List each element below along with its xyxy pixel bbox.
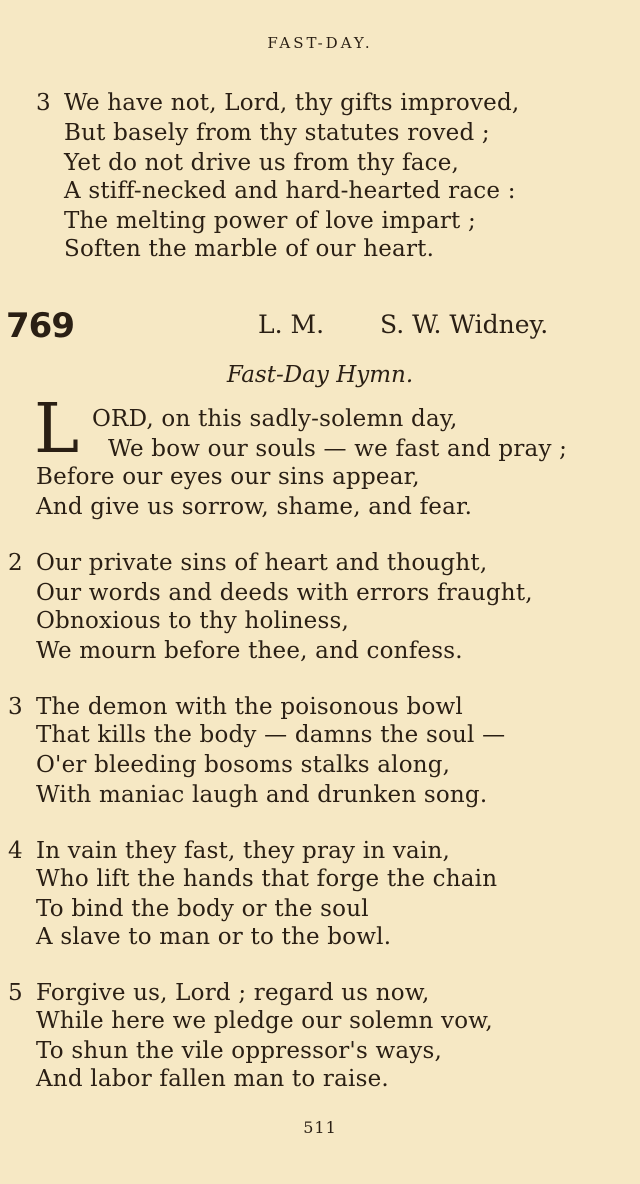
verse-line: While here we pledge our solemn vow, [36,1008,493,1034]
hymn-meter: L. M. [258,310,325,339]
verse-line: Our private sins of heart and thought, [36,550,488,576]
verse-line: With maniac laugh and drunken song. [36,782,488,808]
hymn-author: S. W. Widney. [380,310,549,339]
verse-line: We mourn before thee, and confess. [36,638,463,664]
verse-line: A stiff-necked and hard-hearted race : [64,178,516,204]
verse-line: Before our eyes our sins appear, [36,464,420,490]
verse-line: A slave to man or to the bowl. [36,924,392,950]
verse-line: O'er bleeding bosoms stalks along, [36,752,451,778]
verse-line: Who lift the hands that forge the chain [36,866,498,892]
hymn-title: Fast-Day Hymn. [226,362,414,388]
verse-line: The melting power of love impart ; [64,208,476,234]
verse-line: Forgive us, Lord ; regard us now, [36,980,430,1006]
stanza-number: 3 [8,694,23,720]
verse-line: Yet do not drive us from thy face, [64,150,460,176]
stanza-number: 5 [8,980,23,1006]
verse-line: That kills the body — damns the soul — [36,722,506,748]
verse-line: To shun the vile oppressor's ways, [36,1038,442,1064]
verse-line: The demon with the poisonous bowl [36,694,463,720]
verse-line: But basely from thy statutes roved ; [64,120,490,146]
verse-line: And give us sorrow, shame, and fear. [36,494,473,520]
running-head: FAST-DAY. [267,34,373,52]
stanza-number: 3 [36,90,51,116]
verse-line: And labor fallen man to raise. [36,1066,389,1092]
hymn-number: 769 [6,306,74,346]
page-number: 511 [303,1118,337,1137]
verse-line: Soften the marble of our heart. [64,236,435,262]
verse-line: In vain they fast, they pray in vain, [36,838,451,864]
verse-line: Obnoxious to thy holiness, [36,608,350,634]
verse-line: Our words and deeds with errors fraught, [36,580,533,606]
drop-cap: L [34,390,80,469]
stanza-number: 2 [8,550,23,576]
verse-line: ORD, on this sadly-solemn day, [92,406,458,432]
verse-line: We have not, Lord, thy gifts improved, [64,90,520,116]
verse-line: To bind the body or the soul [36,896,369,922]
verse-line: We bow our souls — we fast and pray ; [108,436,568,462]
stanza-number: 4 [8,838,23,864]
